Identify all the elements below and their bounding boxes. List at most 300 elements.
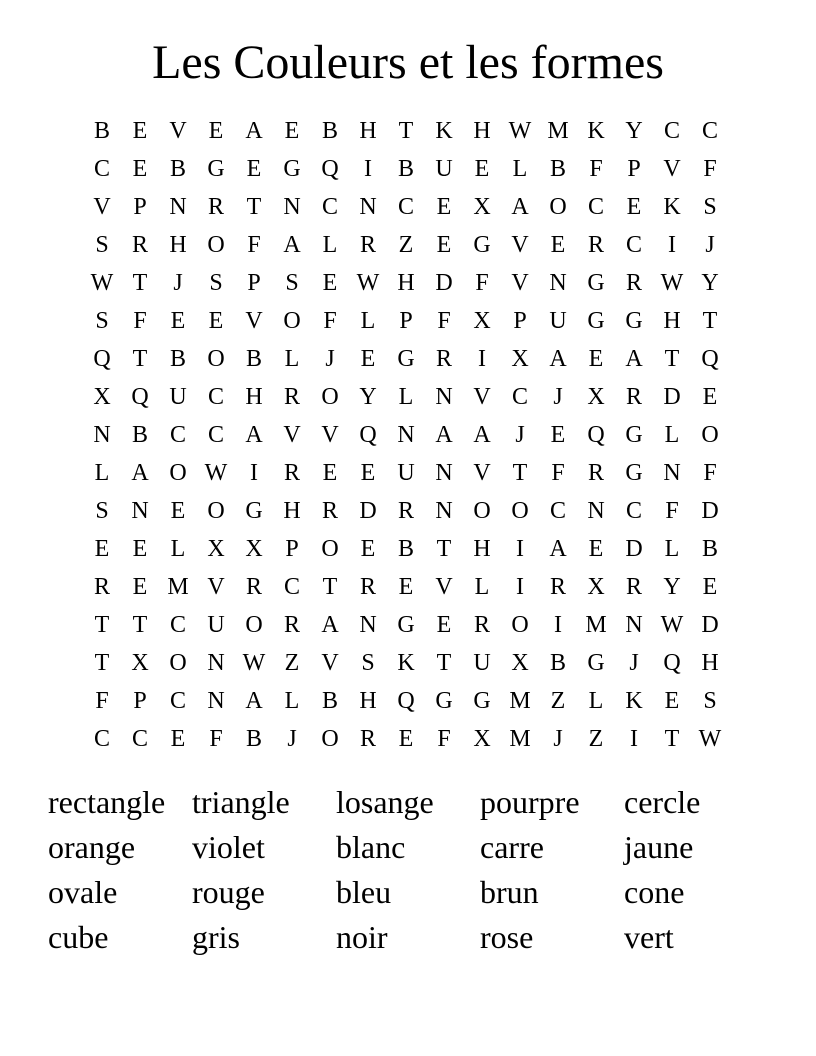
grid-letter: G bbox=[283, 156, 301, 182]
grid-letter: C bbox=[131, 726, 148, 752]
grid-letter: E bbox=[550, 422, 566, 448]
grid-letter: I bbox=[516, 574, 524, 600]
grid-letter: T bbox=[512, 460, 528, 486]
grid-letter: H bbox=[359, 118, 377, 144]
grid-letter: L bbox=[284, 346, 300, 372]
grid-letter: I bbox=[554, 612, 562, 638]
grid-letter: C bbox=[93, 726, 110, 752]
grid-letter: A bbox=[321, 612, 339, 638]
word-list-item: violet bbox=[192, 829, 265, 865]
grid-row bbox=[83, 568, 729, 606]
grid-letter: K bbox=[625, 688, 643, 714]
grid-letter: E bbox=[132, 118, 148, 144]
grid-letter: E bbox=[132, 156, 148, 182]
grid-letter: E bbox=[702, 574, 718, 600]
grid-letter: S bbox=[95, 232, 109, 258]
grid-letter: A bbox=[245, 422, 263, 448]
grid-letter: S bbox=[703, 688, 717, 714]
grid-letter: N bbox=[625, 612, 643, 638]
grid-letter: R bbox=[587, 232, 604, 258]
grid-letter: W bbox=[508, 118, 532, 144]
grid-letter: H bbox=[473, 118, 491, 144]
grid-letter: L bbox=[664, 422, 680, 448]
grid-letter: R bbox=[587, 460, 604, 486]
grid-letter: Y bbox=[663, 574, 681, 600]
grid-letter: V bbox=[283, 422, 301, 448]
grid-letter: O bbox=[245, 612, 263, 638]
grid-row bbox=[83, 188, 729, 226]
grid-letter: C bbox=[587, 194, 604, 220]
grid-letter: F bbox=[703, 156, 717, 182]
grid-letter: X bbox=[587, 574, 605, 600]
grid-letter: R bbox=[359, 574, 376, 600]
grid-letter: W bbox=[204, 460, 228, 486]
grid-letter: F bbox=[475, 270, 489, 296]
grid-letter: I bbox=[478, 346, 486, 372]
grid-letter: T bbox=[94, 612, 110, 638]
word-list-item: jaune bbox=[624, 829, 694, 865]
grid-letter: L bbox=[664, 536, 680, 562]
grid-letter: W bbox=[698, 726, 722, 752]
grid-letter: X bbox=[245, 536, 263, 562]
grid-letter: R bbox=[93, 574, 110, 600]
grid-letter: P bbox=[285, 536, 299, 562]
grid-letter: E bbox=[132, 574, 148, 600]
grid-letter: V bbox=[511, 270, 529, 296]
grid-letter: E bbox=[322, 460, 338, 486]
grid-letter: H bbox=[283, 498, 301, 524]
grid-letter: F bbox=[551, 460, 565, 486]
grid-row bbox=[83, 378, 729, 416]
grid-letter: T bbox=[702, 308, 718, 334]
grid-letter: X bbox=[131, 650, 149, 676]
grid-letter: K bbox=[587, 118, 605, 144]
grid-letter: G bbox=[397, 612, 415, 638]
word-list-item: rectangle bbox=[48, 784, 166, 820]
grid-letter: H bbox=[701, 650, 719, 676]
grid-letter: G bbox=[245, 498, 263, 524]
grid-letter: D bbox=[701, 612, 719, 638]
grid-letter: U bbox=[207, 612, 225, 638]
grid-letter: Z bbox=[398, 232, 414, 258]
grid-letter: C bbox=[169, 422, 186, 448]
grid-letter: E bbox=[284, 118, 300, 144]
grid-letter: W bbox=[660, 270, 684, 296]
grid-letter: R bbox=[397, 498, 414, 524]
grid-letter: L bbox=[360, 308, 376, 334]
grid-letter: G bbox=[587, 650, 605, 676]
grid-letter: Y bbox=[625, 118, 643, 144]
grid-letter: N bbox=[397, 422, 415, 448]
grid-letter: R bbox=[359, 726, 376, 752]
grid-row bbox=[83, 530, 729, 568]
grid-letter: V bbox=[511, 232, 529, 258]
word-list-item: blanc bbox=[336, 829, 406, 865]
grid-letter: D bbox=[625, 536, 643, 562]
grid-letter: X bbox=[93, 384, 111, 410]
grid-letter: V bbox=[473, 460, 491, 486]
grid-letter: N bbox=[663, 460, 681, 486]
grid-letter: Q bbox=[359, 422, 377, 448]
grid-letter: G bbox=[435, 688, 453, 714]
grid-letter: H bbox=[245, 384, 263, 410]
grid-letter: R bbox=[131, 232, 148, 258]
grid-letter: X bbox=[587, 384, 605, 410]
grid-letter: R bbox=[625, 270, 642, 296]
grid-letter: G bbox=[625, 460, 643, 486]
grid-letter: D bbox=[663, 384, 681, 410]
grid-letter: T bbox=[436, 650, 452, 676]
grid-letter: V bbox=[435, 574, 453, 600]
word-list-row bbox=[48, 825, 768, 870]
grid-letter: I bbox=[516, 536, 524, 562]
grid-letter: B bbox=[397, 156, 414, 182]
grid-letter: M bbox=[509, 688, 531, 714]
grid-letter: M bbox=[585, 612, 607, 638]
grid-letter: A bbox=[283, 232, 301, 258]
grid-letter: D bbox=[435, 270, 453, 296]
word-list-item: cone bbox=[624, 874, 685, 910]
grid-letter: N bbox=[93, 422, 111, 448]
grid-letter: K bbox=[435, 118, 453, 144]
word-list-item: cube bbox=[48, 919, 109, 955]
grid-letter: B bbox=[245, 346, 262, 372]
grid-letter: M bbox=[167, 574, 189, 600]
word-list-item: rose bbox=[480, 919, 534, 955]
grid-letter: O bbox=[321, 384, 339, 410]
grid-letter: A bbox=[549, 536, 567, 562]
grid-letter: T bbox=[398, 118, 414, 144]
grid-letter: P bbox=[133, 688, 147, 714]
grid-letter: E bbox=[94, 536, 110, 562]
grid-letter: J bbox=[705, 232, 715, 258]
grid-letter: B bbox=[169, 156, 186, 182]
grid-letter: U bbox=[473, 650, 491, 676]
grid-row bbox=[83, 340, 729, 378]
grid-letter: Q bbox=[397, 688, 415, 714]
grid-letter: J bbox=[325, 346, 335, 372]
grid-letter: B bbox=[549, 650, 566, 676]
grid-letter: N bbox=[131, 498, 149, 524]
grid-row bbox=[83, 454, 729, 492]
grid-letter: O bbox=[207, 232, 225, 258]
grid-letter: X bbox=[473, 194, 491, 220]
grid-letter: I bbox=[364, 156, 372, 182]
grid-letter: C bbox=[283, 574, 300, 600]
grid-letter: X bbox=[207, 536, 225, 562]
grid-letter: O bbox=[511, 498, 529, 524]
grid-letter: E bbox=[664, 688, 680, 714]
grid-letter: O bbox=[169, 460, 187, 486]
grid-row bbox=[83, 606, 729, 644]
grid-letter: R bbox=[625, 574, 642, 600]
word-list-item: noir bbox=[336, 919, 388, 955]
grid-letter: R bbox=[549, 574, 566, 600]
grid-letter: P bbox=[513, 308, 527, 334]
grid-letter: B bbox=[245, 726, 262, 752]
grid-letter: Z bbox=[550, 688, 566, 714]
grid-letter: W bbox=[242, 650, 266, 676]
grid-letter: B bbox=[321, 118, 338, 144]
grid-letter: V bbox=[663, 156, 681, 182]
grid-letter: F bbox=[665, 498, 679, 524]
grid-letter: N bbox=[169, 194, 187, 220]
grid-letter: A bbox=[625, 346, 643, 372]
grid-letter: B bbox=[549, 156, 566, 182]
word-search-grid bbox=[83, 112, 729, 758]
grid-letter: O bbox=[207, 346, 225, 372]
grid-row bbox=[83, 720, 729, 758]
grid-letter: E bbox=[550, 232, 566, 258]
grid-letter: D bbox=[701, 498, 719, 524]
grid-letter: K bbox=[663, 194, 681, 220]
grid-letter: A bbox=[435, 422, 453, 448]
word-list-item: orange bbox=[48, 829, 136, 865]
grid-letter: P bbox=[247, 270, 261, 296]
grid-letter: T bbox=[132, 612, 148, 638]
grid-letter: O bbox=[283, 308, 301, 334]
page-title: Les Couleurs et les formes bbox=[152, 36, 664, 89]
word-list-item: carre bbox=[480, 829, 544, 865]
grid-letter: R bbox=[321, 498, 338, 524]
grid-letter: E bbox=[436, 612, 452, 638]
grid-letter: X bbox=[473, 726, 491, 752]
grid-letter: E bbox=[208, 308, 224, 334]
grid-letter: J bbox=[515, 422, 525, 448]
grid-letter: E bbox=[322, 270, 338, 296]
grid-letter: R bbox=[283, 384, 300, 410]
grid-letter: R bbox=[245, 574, 262, 600]
grid-letter: S bbox=[703, 194, 717, 220]
grid-letter: B bbox=[701, 536, 718, 562]
grid-letter: H bbox=[359, 688, 377, 714]
grid-letter: H bbox=[473, 536, 491, 562]
grid-letter: G bbox=[207, 156, 225, 182]
grid-letter: W bbox=[90, 270, 114, 296]
word-list-item: vert bbox=[624, 919, 674, 955]
word-list-row bbox=[48, 780, 768, 825]
grid-letter: H bbox=[169, 232, 187, 258]
grid-letter: B bbox=[131, 422, 148, 448]
grid-letter: Q bbox=[321, 156, 339, 182]
grid-letter: E bbox=[398, 726, 414, 752]
grid-letter: A bbox=[549, 346, 567, 372]
grid-letter: E bbox=[474, 156, 490, 182]
grid-letter: M bbox=[509, 726, 531, 752]
grid-letter: E bbox=[170, 726, 186, 752]
grid-letter: B bbox=[169, 346, 186, 372]
grid-letter: U bbox=[397, 460, 415, 486]
grid-letter: B bbox=[397, 536, 414, 562]
grid-letter: O bbox=[511, 612, 529, 638]
grid-letter: C bbox=[663, 118, 680, 144]
grid-letter: V bbox=[207, 574, 225, 600]
grid-letter: A bbox=[473, 422, 491, 448]
grid-letter: E bbox=[132, 536, 148, 562]
grid-letter: E bbox=[626, 194, 642, 220]
grid-letter: G bbox=[587, 308, 605, 334]
grid-letter: C bbox=[169, 688, 186, 714]
grid-letter: I bbox=[250, 460, 258, 486]
grid-letter: V bbox=[93, 194, 111, 220]
grid-letter: C bbox=[625, 232, 642, 258]
grid-letter: C bbox=[549, 498, 566, 524]
grid-row bbox=[83, 264, 729, 302]
grid-letter: N bbox=[359, 194, 377, 220]
grid-letter: O bbox=[701, 422, 719, 448]
grid-letter: V bbox=[321, 650, 339, 676]
word-list-item: losange bbox=[336, 784, 434, 820]
grid-letter: N bbox=[435, 498, 453, 524]
grid-letter: Z bbox=[284, 650, 300, 676]
grid-letter: C bbox=[701, 118, 718, 144]
grid-letter: J bbox=[553, 726, 563, 752]
grid-letter: S bbox=[361, 650, 375, 676]
grid-letter: T bbox=[436, 536, 452, 562]
word-list-item: gris bbox=[192, 919, 240, 955]
grid-letter: E bbox=[436, 194, 452, 220]
grid-letter: D bbox=[359, 498, 377, 524]
grid-letter: L bbox=[512, 156, 528, 182]
grid-letter: V bbox=[245, 308, 263, 334]
grid-letter: K bbox=[397, 650, 415, 676]
grid-letter: R bbox=[625, 384, 642, 410]
grid-letter: Y bbox=[359, 384, 377, 410]
grid-letter: C bbox=[397, 194, 414, 220]
grid-letter: L bbox=[322, 232, 338, 258]
grid-letter: L bbox=[588, 688, 604, 714]
grid-letter: W bbox=[660, 612, 684, 638]
word-list-row bbox=[48, 870, 768, 915]
grid-letter: A bbox=[511, 194, 529, 220]
grid-letter: T bbox=[94, 650, 110, 676]
grid-letter: X bbox=[511, 346, 529, 372]
grid-letter: R bbox=[283, 460, 300, 486]
grid-letter: F bbox=[437, 726, 451, 752]
grid-letter: C bbox=[511, 384, 528, 410]
word-list-item: pourpre bbox=[480, 784, 580, 820]
grid-letter: J bbox=[629, 650, 639, 676]
grid-letter: O bbox=[473, 498, 491, 524]
grid-letter: T bbox=[664, 726, 680, 752]
grid-letter: C bbox=[169, 612, 186, 638]
grid-letter: E bbox=[360, 346, 376, 372]
grid-letter: T bbox=[132, 346, 148, 372]
grid-letter: T bbox=[132, 270, 148, 296]
grid-letter: R bbox=[435, 346, 452, 372]
grid-letter: R bbox=[207, 194, 224, 220]
grid-row bbox=[83, 644, 729, 682]
grid-letter: Q bbox=[131, 384, 149, 410]
grid-letter: Y bbox=[701, 270, 719, 296]
grid-letter: O bbox=[321, 536, 339, 562]
grid-letter: U bbox=[169, 384, 187, 410]
grid-letter: T bbox=[322, 574, 338, 600]
grid-letter: E bbox=[360, 460, 376, 486]
grid-letter: P bbox=[133, 194, 147, 220]
grid-letter: G bbox=[397, 346, 415, 372]
grid-letter: F bbox=[133, 308, 147, 334]
grid-letter: S bbox=[95, 308, 109, 334]
grid-letter: V bbox=[169, 118, 187, 144]
grid-letter: E bbox=[170, 308, 186, 334]
grid-letter: G bbox=[587, 270, 605, 296]
grid-letter: F bbox=[95, 688, 109, 714]
grid-letter: L bbox=[170, 536, 186, 562]
grid-letter: C bbox=[93, 156, 110, 182]
grid-letter: U bbox=[435, 156, 453, 182]
grid-row bbox=[83, 682, 729, 720]
grid-letter: J bbox=[553, 384, 563, 410]
grid-letter: N bbox=[207, 650, 225, 676]
grid-letter: N bbox=[587, 498, 605, 524]
word-list-item: bleu bbox=[336, 874, 392, 910]
grid-letter: N bbox=[359, 612, 377, 638]
grid-letter: V bbox=[473, 384, 491, 410]
word-list bbox=[48, 780, 768, 960]
grid-letter: O bbox=[321, 726, 339, 752]
grid-row bbox=[83, 416, 729, 454]
grid-letter: J bbox=[287, 726, 297, 752]
grid-letter: V bbox=[321, 422, 339, 448]
grid-letter: O bbox=[549, 194, 567, 220]
grid-letter: U bbox=[549, 308, 567, 334]
grid-letter: E bbox=[398, 574, 414, 600]
grid-letter: F bbox=[323, 308, 337, 334]
grid-letter: Q bbox=[93, 346, 111, 372]
grid-letter: T bbox=[664, 346, 680, 372]
grid-letter: G bbox=[473, 688, 491, 714]
grid-letter: C bbox=[207, 422, 224, 448]
grid-letter: X bbox=[511, 650, 529, 676]
word-list-item: rouge bbox=[192, 874, 265, 910]
grid-letter: S bbox=[95, 498, 109, 524]
grid-letter: N bbox=[435, 460, 453, 486]
grid-letter: E bbox=[360, 536, 376, 562]
grid-letter: N bbox=[435, 384, 453, 410]
grid-letter: H bbox=[397, 270, 415, 296]
grid-letter: A bbox=[245, 688, 263, 714]
grid-letter: B bbox=[93, 118, 110, 144]
grid-letter: F bbox=[589, 156, 603, 182]
grid-letter: N bbox=[283, 194, 301, 220]
grid-letter: O bbox=[169, 650, 187, 676]
grid-letter: E bbox=[436, 232, 452, 258]
grid-letter: H bbox=[663, 308, 681, 334]
grid-letter: L bbox=[284, 688, 300, 714]
grid-letter: R bbox=[359, 232, 376, 258]
grid-letter: J bbox=[173, 270, 183, 296]
grid-row bbox=[83, 226, 729, 264]
word-list-row bbox=[48, 915, 768, 960]
grid-letter: G bbox=[625, 308, 643, 334]
grid-letter: C bbox=[625, 498, 642, 524]
grid-letter: S bbox=[285, 270, 299, 296]
grid-letter: G bbox=[625, 422, 643, 448]
grid-letter: P bbox=[399, 308, 413, 334]
grid-letter: I bbox=[668, 232, 676, 258]
grid-row bbox=[83, 492, 729, 530]
grid-letter: P bbox=[627, 156, 641, 182]
grid-letter: L bbox=[94, 460, 110, 486]
grid-letter: Q bbox=[701, 346, 719, 372]
grid-letter: W bbox=[356, 270, 380, 296]
grid-letter: G bbox=[473, 232, 491, 258]
grid-row bbox=[83, 302, 729, 340]
grid-letter: F bbox=[703, 460, 717, 486]
grid-letter: R bbox=[283, 612, 300, 638]
grid-letter: M bbox=[547, 118, 569, 144]
